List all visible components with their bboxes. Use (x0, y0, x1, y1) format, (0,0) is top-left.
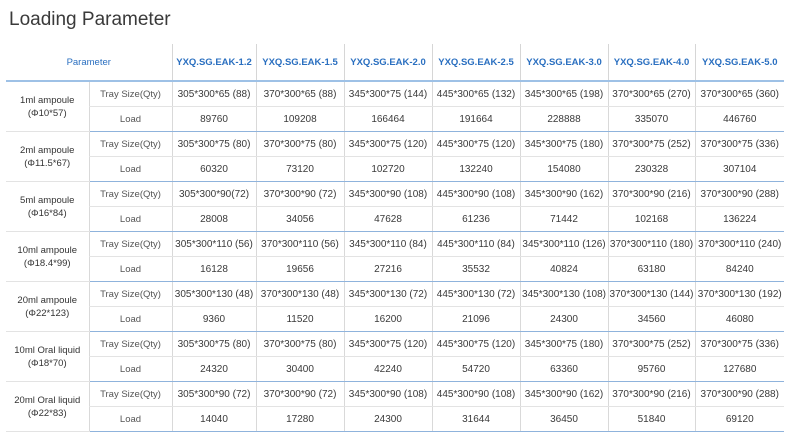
load-cell: 109208 (256, 107, 344, 132)
load-cell: 132240 (432, 157, 520, 182)
tray-size-label: Tray Size(Qty) (89, 81, 172, 107)
load-cell: 11520 (256, 307, 344, 332)
tray-size-cell: 370*300*65 (88) (256, 81, 344, 107)
tray-size-cell: 305*300*110 (56) (172, 232, 256, 257)
tray-size-cell: 370*300*90 (288) (695, 382, 784, 407)
parameter-header: Parameter (6, 44, 172, 81)
load-label: Load (89, 107, 172, 132)
tray-size-cell: 305*300*65 (88) (172, 81, 256, 107)
tray-size-cell: 370*300*65 (270) (608, 81, 695, 107)
load-cell: 47628 (344, 207, 432, 232)
product-spec: (Φ16*84) (27, 207, 67, 219)
loading-parameter-table (6, 44, 784, 432)
tray-size-cell: 370*300*110 (180) (608, 232, 695, 257)
tray-size-cell: 370*300*65 (360) (695, 81, 784, 107)
tray-size-cell: 370*300*75 (336) (695, 332, 784, 357)
load-label: Load (89, 207, 172, 232)
tray-size-label: Tray Size(Qty) (89, 132, 172, 157)
tray-size-cell: 445*300*75 (120) (432, 132, 520, 157)
tray-size-cell: 305*300*75 (80) (172, 332, 256, 357)
load-cell: 16200 (344, 307, 432, 332)
load-cell: 63180 (608, 257, 695, 282)
table-header-row (6, 44, 784, 81)
load-label: Load (89, 357, 172, 382)
load-cell: 54720 (432, 357, 520, 382)
tray-size-cell: 370*300*90 (72) (256, 382, 344, 407)
load-cell: 95760 (608, 357, 695, 382)
load-cell: 335070 (608, 107, 695, 132)
tray-size-cell: 370*300*90 (216) (608, 182, 695, 207)
tray-size-cell: 370*300*75 (252) (608, 132, 695, 157)
tray-size-cell: 345*300*110 (126) (520, 232, 608, 257)
load-cell: 102720 (344, 157, 432, 182)
load-cell: 35532 (432, 257, 520, 282)
tray-size-cell: 370*300*90 (288) (695, 182, 784, 207)
table-row (6, 407, 784, 432)
product-name-cell (6, 332, 89, 382)
load-cell: 27216 (344, 257, 432, 282)
table-row (6, 81, 784, 107)
tray-size-cell: 345*300*110 (84) (344, 232, 432, 257)
load-cell: 14040 (172, 407, 256, 432)
tray-size-cell: 345*300*90 (162) (520, 382, 608, 407)
product-name-cell (6, 81, 89, 132)
tray-size-cell: 445*300*65 (132) (432, 81, 520, 107)
table-row (6, 107, 784, 132)
load-cell: 34056 (256, 207, 344, 232)
product-name-cell (6, 382, 89, 432)
tray-size-cell: 370*300*75 (252) (608, 332, 695, 357)
tray-size-cell: 345*300*90 (108) (344, 182, 432, 207)
tray-size-cell: 305*300*75 (80) (172, 132, 256, 157)
load-cell: 17280 (256, 407, 344, 432)
tray-size-cell: 345*300*130 (108) (520, 282, 608, 307)
load-label: Load (89, 307, 172, 332)
load-cell: 102168 (608, 207, 695, 232)
product-name: 10ml ampoule (17, 244, 78, 256)
tray-size-cell: 445*300*110 (84) (432, 232, 520, 257)
table-row (6, 207, 784, 232)
load-label: Load (89, 407, 172, 432)
load-cell: 34560 (608, 307, 695, 332)
tray-size-cell: 370*300*130 (48) (256, 282, 344, 307)
load-label: Load (89, 257, 172, 282)
table-row (6, 257, 784, 282)
product-name-cell (6, 282, 89, 332)
load-cell: 154080 (520, 157, 608, 182)
product-spec: (Φ22*123) (25, 307, 70, 319)
load-cell: 166464 (344, 107, 432, 132)
tray-size-cell: 305*300*90 (72) (172, 382, 256, 407)
tray-size-label: Tray Size(Qty) (89, 232, 172, 257)
load-cell: 31644 (432, 407, 520, 432)
model-header: YXQ.SG.EAK-2.5 (432, 44, 520, 81)
product-spec: (Φ18.4*99) (23, 257, 71, 269)
table-row (6, 132, 784, 157)
model-header: YXQ.SG.EAK-1.2 (172, 44, 256, 81)
tray-size-cell: 370*300*75 (80) (256, 132, 344, 157)
product-name: 10ml Oral liquid (14, 344, 81, 356)
tray-size-cell: 345*300*75 (144) (344, 81, 432, 107)
tray-size-cell: 370*300*110 (56) (256, 232, 344, 257)
product-name: 20ml Oral liquid (14, 394, 81, 406)
product-name: 2ml ampoule (20, 144, 75, 156)
tray-size-cell: 370*300*130 (192) (695, 282, 784, 307)
load-cell: 42240 (344, 357, 432, 382)
product-name-cell (6, 232, 89, 282)
load-cell: 21096 (432, 307, 520, 332)
tray-size-label: Tray Size(Qty) (89, 382, 172, 407)
table-row (6, 182, 784, 207)
tray-size-cell: 445*300*90 (108) (432, 182, 520, 207)
product-name-cell (6, 182, 89, 232)
table-row (6, 332, 784, 357)
tray-size-cell: 345*300*90 (162) (520, 182, 608, 207)
model-header: YXQ.SG.EAK-2.0 (344, 44, 432, 81)
load-cell: 46080 (695, 307, 784, 332)
table-row (6, 157, 784, 182)
tray-size-cell: 345*300*75 (180) (520, 132, 608, 157)
load-cell: 63360 (520, 357, 608, 382)
tray-size-cell: 305*300*90(72) (172, 182, 256, 207)
product-spec: (Φ11.5*67) (24, 157, 71, 169)
load-cell: 51840 (608, 407, 695, 432)
load-cell: 9360 (172, 307, 256, 332)
page-title: Loading Parameter (9, 9, 171, 30)
tray-size-cell: 445*300*90 (108) (432, 382, 520, 407)
tray-size-cell: 305*300*130 (48) (172, 282, 256, 307)
load-cell: 89760 (172, 107, 256, 132)
load-cell: 19656 (256, 257, 344, 282)
tray-size-cell: 345*300*90 (108) (344, 382, 432, 407)
tray-size-cell: 370*300*130 (144) (608, 282, 695, 307)
load-cell: 69120 (695, 407, 784, 432)
tray-size-cell: 345*300*130 (72) (344, 282, 432, 307)
table-row (6, 307, 784, 332)
load-cell: 191664 (432, 107, 520, 132)
load-cell: 40824 (520, 257, 608, 282)
load-cell: 16128 (172, 257, 256, 282)
load-cell: 71442 (520, 207, 608, 232)
product-spec: (Φ22*83) (27, 407, 67, 419)
load-cell: 24300 (520, 307, 608, 332)
model-header: YXQ.SG.EAK-4.0 (608, 44, 695, 81)
load-cell: 230328 (608, 157, 695, 182)
tray-size-cell: 345*300*75 (120) (344, 132, 432, 157)
product-spec: (Φ10*57) (27, 107, 67, 119)
tray-size-label: Tray Size(Qty) (89, 182, 172, 207)
table-row (6, 357, 784, 382)
tray-size-cell: 370*300*75 (80) (256, 332, 344, 357)
load-cell: 28008 (172, 207, 256, 232)
table-row (6, 382, 784, 407)
load-cell: 228888 (520, 107, 608, 132)
load-label: Load (89, 157, 172, 182)
product-name: 20ml ampoule (17, 294, 78, 306)
load-cell: 24320 (172, 357, 256, 382)
tray-size-cell: 445*300*130 (72) (432, 282, 520, 307)
tray-size-cell: 345*300*65 (198) (520, 81, 608, 107)
table-body (6, 81, 784, 432)
load-cell: 24300 (344, 407, 432, 432)
load-cell: 73120 (256, 157, 344, 182)
model-header: YXQ.SG.EAK-1.5 (256, 44, 344, 81)
tray-size-cell: 370*300*75 (336) (695, 132, 784, 157)
tray-size-cell: 345*300*75 (180) (520, 332, 608, 357)
table-row (6, 282, 784, 307)
tray-size-cell: 370*300*110 (240) (695, 232, 784, 257)
product-spec: (Φ18*70) (27, 357, 67, 369)
load-cell: 84240 (695, 257, 784, 282)
product-name-cell (6, 132, 89, 182)
load-cell: 136224 (695, 207, 784, 232)
load-cell: 127680 (695, 357, 784, 382)
product-name: 1ml ampoule (20, 94, 75, 106)
load-cell: 30400 (256, 357, 344, 382)
tray-size-cell: 370*300*90 (216) (608, 382, 695, 407)
load-cell: 61236 (432, 207, 520, 232)
tray-size-cell: 445*300*75 (120) (432, 332, 520, 357)
tray-size-label: Tray Size(Qty) (89, 282, 172, 307)
model-header: YXQ.SG.EAK-3.0 (520, 44, 608, 81)
load-cell: 60320 (172, 157, 256, 182)
load-cell: 446760 (695, 107, 784, 132)
load-cell: 307104 (695, 157, 784, 182)
product-name: 5ml ampoule (20, 194, 75, 206)
tray-size-cell: 345*300*75 (120) (344, 332, 432, 357)
load-cell: 36450 (520, 407, 608, 432)
tray-size-label: Tray Size(Qty) (89, 332, 172, 357)
table-row (6, 232, 784, 257)
model-header: YXQ.SG.EAK-5.0 (695, 44, 784, 81)
tray-size-cell: 370*300*90 (72) (256, 182, 344, 207)
